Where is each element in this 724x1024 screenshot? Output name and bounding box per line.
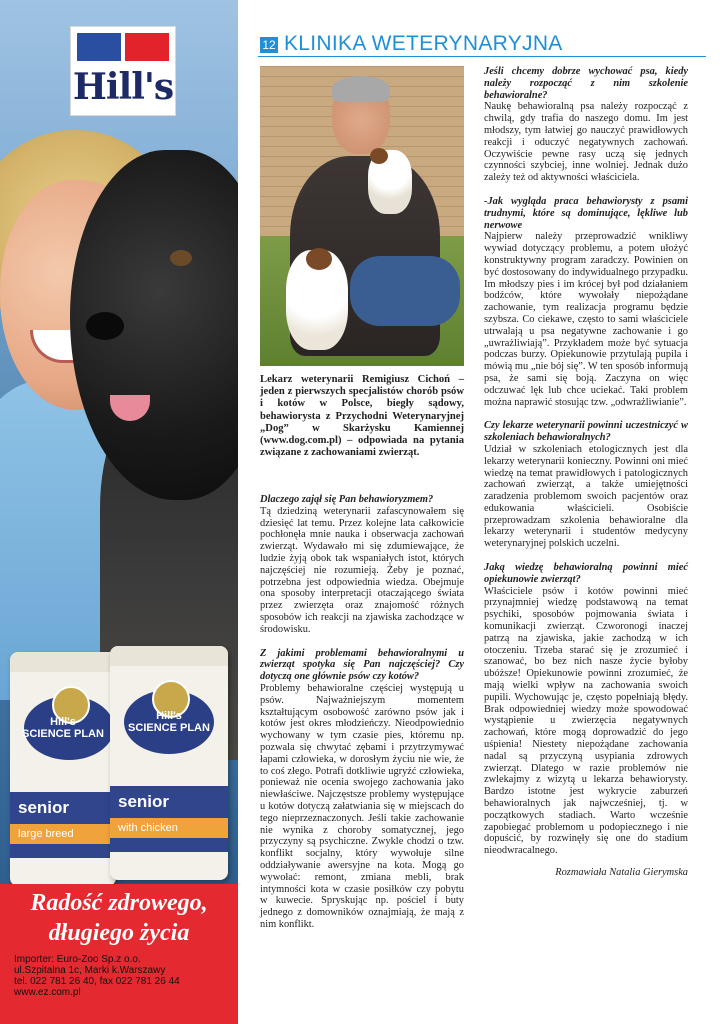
importer-line: ul.Szpitalna 1c, Marki k.Warszawy [14, 965, 166, 976]
hills-advertisement [0, 0, 238, 1024]
question: Czy lekarze weterynarii powinni uczestniczyć w szkoleniach behawioralnych? [484, 420, 688, 444]
section-title: KLINIKA WETERYNARYJNA [284, 32, 563, 55]
bag-brand: Hill's [156, 710, 182, 722]
question: Z jakimi problemami behawioralnymi u zwierząt spotyka się Pan najczęściej? Czy dotyczą one głównie psów czy kotów? [260, 647, 464, 683]
food-bag-large-breed [10, 652, 116, 884]
column-left [260, 494, 464, 931]
question: -Jak wygląda praca behawiorysty z psami trudnymi, które są dominujące, lękliwe lub nerwowe [484, 195, 688, 231]
answer: Najpierw należy przeprowadzić wnikliwy wywiad dotyczący problemu, a potem ułożyć konstruktywny program zaradczy. Powinien on być dostosowany do indywidualnego przypadku. Im młodszy pies i im krócej był pod działaniem bodźców, które wywołały niepożądane zachowanie, tym realizacja programu będzie szybsza. Co ciekawe, często to sami właściciele utrwalają u psa negatywne zachowanie i go „uwrażliwiają”. Przykładem może być sytuacja podczas burzy. Opiekunowie przytulają pupila i mówią mu „nie bój się”. W ten sposób informują psa, że sami się boją. Zaczyna on więc odczuwać lęk lub chce uciekać. Taki problem można naprawić stosując tzw. „odwrażliwianie”. [484, 231, 688, 408]
column-right [484, 66, 688, 879]
slogan-line: Radość zdrowego, [30, 890, 208, 916]
bag-brand: Hill's [50, 716, 76, 728]
importer-website[interactable]: www.ez.com.pl [14, 987, 81, 998]
question: Dlaczego zajął się Pan behawioryzmem? [260, 494, 434, 505]
importer-info [14, 954, 236, 998]
header-divider [258, 56, 706, 57]
bag-variety: senior [18, 798, 70, 817]
bag-variety: senior [118, 792, 170, 811]
bag-sub: large breed [10, 824, 116, 844]
answer: Właściciele psów i kotów powinni mieć przynajmniej wiedzę podstawową na temat psychiki, sposobów pojmowania świata i komunikacji zwierząt. Czworonogi inaczej patrzą na zjawiska, jakie zachodzą w ich otoczeniu. Trzeba starać się je zrozumieć i szanować, bo bez nich nasze życie byłoby ubóższe! Opiekunowie powinni zrozumieć, że mają wielki wpływ na zachowania swoich pupili. Wychowując je, często popełniają błędy. Brak odpowiedniej wiedzy może spowodować wystąpienie u zwierzęcia negatywnych zachowań, które mogą doprowadzić do jego uśpienia! Niestety niepożądane zachowania nadal są przyczyną usypiania zdrowych zwierząt. Dlatego w razie problemów nie zwlekajmy z wizytą u lekarza behawiorysty. Bardzo istotne jest wykrycie zaburzeń behawioralnych jak najwcześniej, tj. w początkowych stadiach. Warto wcześnie zapobiegać problemom u podopiecznego i nie dopuścić, by rozwinęły się one do stadium nieodwracalnego. [484, 585, 688, 857]
importer-line: Importer: Euro-Zoo Sp.z o.o. [14, 954, 141, 965]
answer: Tą dziedziną weterynarii zafascynowałem się dziesięć lat temu. Przez kolejne lata całkowicie pochłonęła mnie nauka i obserwacja zachowań zwierząt. Wydawało mi się zdumiewające, że ludzie żyją obok tak wspaniałych istot, których najczęściej nie rozumieją. Żeby je poznać, potrzebna jest odpowiednia wiedza. Obejmuje ona sposoby interpretacji otaczającego świata przez zwierzęta oraz znajomość różnych sposobów ich reakcji na zjawiska zachodzące w środowisku. [260, 505, 464, 635]
bag-line: SCIENCE PLAN [128, 722, 210, 734]
importer-line: tel. 022 781 26 40, fax 022 781 26 44 [14, 976, 180, 987]
answer: Udział w szkoleniach etologicznych jest dla lekarzy weterynarii konieczny. Powinni oni mieć wiedzę na temat prawidłowych i patologicznych zachowań zwierząt, a także umiejętności zaradzenia problemom swoich pacjentów oraz edukowania właścicieli. Osobiście przeprowadzam szkolenia behawioralne dla lekarzy weterynarii i studentów medycyny weterynaryjnej polskich uczelni. [484, 443, 688, 550]
bag-sub: with chicken [110, 818, 228, 838]
bag-line: SCIENCE PLAN [22, 728, 104, 740]
author-signature: Rozmawiała Natalia Gierymska [555, 867, 688, 878]
answer: Naukę behawioralną psa należy rozpocząć z chwilą, gdy trafia do naszego domu. Im jest młodszy, tym łatwiej go nauczyć prawidłowych reakcji i oduczyć negatywnych zachowań. Oczywiście pewne rasy uczą się jednych czynności szybciej, inne wolniej. Jednak dużo zależy też od aktywności właściciela. [484, 101, 688, 184]
photo-caption: Lekarz weterynarii Remigiusz Cichoń – jeden z pierwszych specjalistów chorób psów i kotów w Polsce, biegły sądowy, behawiorysta z Przychodni Weterynaryjnej „Dog” w Skarżysku Kamiennej (www.dog.com.pl) – odpowiada na pytania związane z zachowaniami zwierząt. [260, 374, 464, 459]
question: Jeśli chcemy dobrze wychować psa, kiedy należy rozpocząć z nim szkolenie behawioralne? [484, 66, 688, 101]
question: Jaką wiedzę behawioralną powinni mieć opiekunowie zwierząt? [484, 562, 688, 585]
page-number: 12 [260, 37, 278, 53]
hills-logo-text: Hill's [72, 66, 174, 108]
hills-logo [70, 26, 176, 116]
woman-and-dog-photo [0, 0, 238, 884]
slogan-line: długiego życia [48, 920, 190, 946]
food-bag-with-chicken [110, 646, 228, 880]
answer: Problemy behawioralne częściej występują u psów. Najważniejszym momentem kształtującym osobowość zarówno psów jak i kotów jest okres młodzieńczy. Nieodpowiednio wychowany w tym czasie pies, któremu np. pozwala się chwytać zębami i przytrzymywać łapami człowieka, w dorosłym życiu nie wie, że to coś złego. Potrafi dotkliwie ugryźć człowieka, ponieważ nie ocenia swojego zachowania jako niewłaściwe. Najczęstsze problemy występujące u kotów dotyczą załatwiania się w miejscach do tego nieprzeznaczonych. Jeśli takie zachowanie nie wynika z choroby somatycznej, jego przyczyny są psychiczne. Zwykle chodzi o tzw. konflikt socjalny, który wywołuje silne oddziaływanie awersyjne na kota. Mogą go wywołać: remont, zmiana mebli, brak intymności kota w czasie posiłków czy pobytu w kuwecie. Spryskując np. pościel i buty jednego z domowników oznajmiają, że mają z nim konflikt. [260, 682, 464, 930]
ad-slogan [0, 888, 238, 948]
veterinarian-photo [260, 66, 464, 366]
